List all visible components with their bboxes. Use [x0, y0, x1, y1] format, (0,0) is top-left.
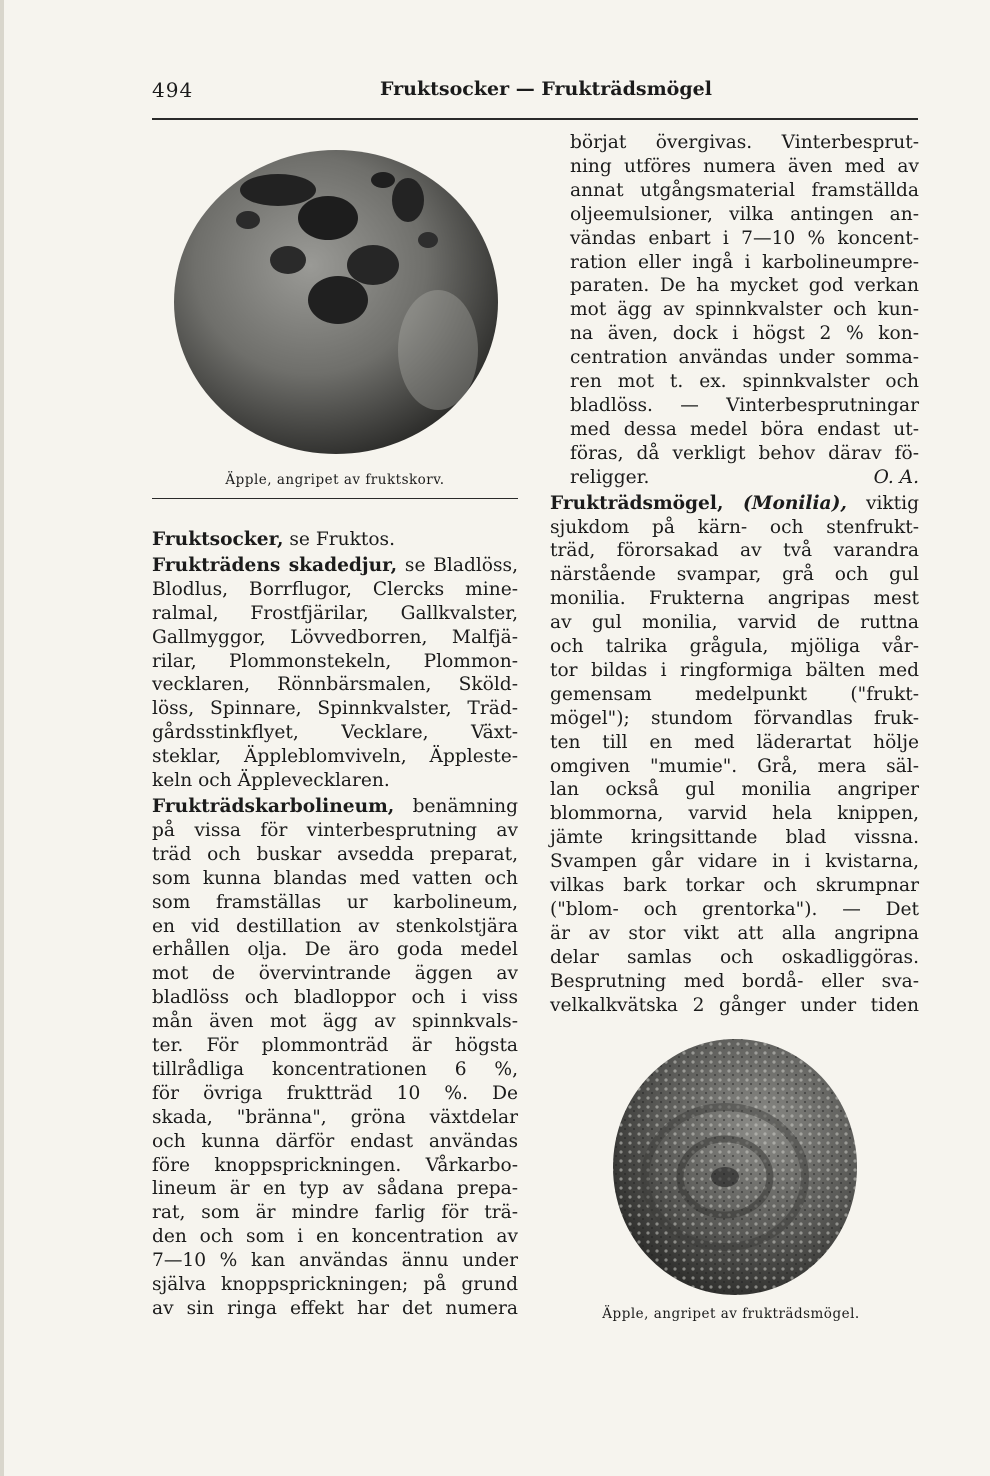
text-line: tillrådliga koncentrationen 6 %,	[152, 1058, 518, 1080]
text-line: ter. För plommonträd är högsta	[152, 1035, 518, 1057]
latin-name: (Monilia),	[723, 492, 847, 514]
text-line: blommorna, varvid hela knippen,	[550, 803, 919, 825]
text-line: centration användas under somma-	[570, 347, 919, 369]
text-line: ren mot t. ex. spinnkvalster och	[570, 371, 919, 393]
entry-fruktradskarbolineum	[152, 795, 518, 1321]
text-line: tor bildas i ringformiga bälten med	[550, 659, 919, 681]
text-line: vecklaren, Rönnbärsmalen, Sköld-	[152, 674, 518, 696]
scab-spot	[371, 172, 395, 188]
text-line: erhållen olja. De äro goda medel	[152, 939, 518, 961]
text-line: och kunna därför endast användas	[152, 1130, 518, 1152]
text-line: omgiven "mumie". Grå, mera säl-	[550, 755, 919, 777]
text-line: oljeemulsioner, vilka antingen an-	[570, 203, 919, 225]
text-line: bladlöss och bladloppor och i viss	[152, 987, 518, 1009]
text-line: Frukträdskarbolineum, benämning	[152, 795, 518, 817]
figure-rule	[152, 498, 518, 499]
text-line: bladlöss. — Vinterbesprutningar	[570, 394, 919, 416]
apple-monilia-image	[600, 1032, 870, 1302]
text-line: vilkas bark torkar och skrumpnar	[550, 875, 919, 897]
text-line: träd och buskar avsedda preparat,	[152, 843, 518, 865]
text-line: 7—10 % kan användas ännu under	[152, 1250, 518, 1272]
entry-fruktsocker	[152, 528, 518, 552]
text-line: na även, dock i högst 2 % kon-	[570, 323, 919, 345]
text-line: som kunna blandas med vatten och	[152, 867, 518, 889]
right-column	[550, 131, 919, 1020]
text-line: för övriga fruktträd 10 %. De	[152, 1082, 518, 1104]
headword: Fruktsocker,	[152, 529, 284, 550]
scab-spot	[270, 246, 306, 274]
signature-line	[570, 466, 919, 490]
figure-apple-monilia	[600, 1032, 870, 1302]
text-line: närstående svampar, grå och gul	[550, 564, 919, 586]
text-line: är av stor vikt att alla angripna	[550, 922, 919, 944]
text-line: mån även mot ägg av spinnkvals-	[152, 1011, 518, 1033]
text-line: av sin ringa effekt har det numera	[152, 1298, 518, 1319]
author-signature: O. A.	[873, 466, 919, 488]
headword: Frukträdskarbolineum,	[152, 795, 395, 817]
text-line: delar samlas och oskadliggöras.	[550, 946, 919, 968]
text-line: skada, "bränna", gröna växtdelar	[152, 1106, 518, 1128]
text-line: rilar, Plommonstekeln, Plommon-	[152, 650, 518, 672]
text-line: mot ägg av spinnkvalster och kun-	[570, 299, 919, 321]
text-line: steklar, Äppleblomviveln, Äppleste-	[152, 746, 518, 768]
scab-spot	[240, 174, 316, 206]
text-line: föras, då verkligt behov därav fö-	[570, 442, 919, 464]
text-line: sjukdom på kärn- och stenfrukt-	[550, 516, 919, 538]
text-line: vändas enbart i 7—10 % koncent-	[570, 227, 919, 249]
figure-apple-scab	[168, 140, 504, 470]
page-edge	[0, 0, 4, 1476]
text-line: före knoppsprickningen. Vårkarbo-	[152, 1154, 518, 1176]
text-line: ("blom- och grentorka"). — Det	[550, 899, 919, 920]
text-line: träd, förorsakad av två varandra	[550, 540, 919, 562]
figure-caption-1: Äpple, angripet av fruktskorv.	[225, 472, 445, 488]
scab-spot	[392, 178, 424, 222]
rot-center	[711, 1167, 739, 1187]
scab-spot	[298, 196, 358, 240]
text-line: med dessa medel böra endast ut-	[570, 418, 919, 440]
text-line: och talrika grågula, mjöliga vår-	[550, 636, 919, 658]
text-line: som framställas ur karbolineum,	[152, 891, 518, 913]
text-line: lan också gul monilia angriper	[550, 779, 919, 801]
text-line: paraten. De ha mycket god verkan	[570, 275, 919, 297]
text-line: velkalkvätska 2 gånger under tiden	[550, 994, 919, 1016]
text-line: mögel"); stundom förvandlas fruk-	[550, 707, 919, 729]
scab-spot	[236, 211, 260, 229]
scab-spot	[347, 245, 399, 285]
text-line: ralmal, Frostfjärilar, Gallkvalster,	[152, 602, 518, 624]
left-column	[152, 528, 518, 1323]
page-number: 494	[152, 78, 194, 102]
text-line: monilia. Frukterna angripas mest	[550, 588, 919, 610]
text-line: religger.	[570, 466, 650, 488]
scab-spot	[418, 232, 438, 248]
headword: Frukträdens skadedjur,	[152, 554, 398, 576]
text-line: Frukträdsmögel, (Monilia), viktig	[550, 492, 919, 514]
text-line: på vissa för vinterbesprutning av	[152, 819, 518, 841]
text-line: mot de övervintrande äggen av	[152, 963, 518, 985]
text-line: Svampen går vidare in i kvistarna,	[550, 851, 919, 873]
text-line: lineum är en typ av sådana prepa-	[152, 1178, 518, 1200]
text-line: gårdsstinkflyet, Vecklare, Växt-	[152, 722, 518, 744]
text-line: Besprutning med bordå- eller sva-	[550, 970, 919, 992]
text-line: börjat övergivas. Vinterbesprut-	[570, 132, 919, 153]
text-line: löss, Spinnare, Spinnkvalster, Träd-	[152, 698, 518, 720]
highlight	[398, 290, 478, 410]
header-rule	[152, 118, 918, 120]
text-line: Blodlus, Borrflugor, Clercks mine-	[152, 578, 518, 600]
running-head: Fruktsocker — Frukträdsmögel	[380, 78, 712, 100]
text-line: Gallmyggor, Lövvedborren, Malfjä-	[152, 626, 518, 648]
text-line: jämte kringsittande blad vissna.	[550, 827, 919, 849]
entry-continuation	[550, 131, 919, 490]
text-line: av gul monilia, varvid de ruttna	[550, 612, 919, 634]
scab-spot	[308, 276, 368, 324]
text-line: annat utgångsmaterial framställda	[570, 179, 919, 201]
text-line: rat, som är mindre farlig för trä-	[152, 1202, 518, 1224]
headword: Frukträdsmögel,	[550, 492, 724, 514]
text-line: ten till en med läderartat hölje	[550, 731, 919, 753]
figure-caption-2: Äpple, angripet av frukträdsmögel.	[602, 1306, 860, 1322]
entry-fruktradens-skadedjur	[152, 554, 518, 793]
text-line: keln och Äpplevecklaren.	[152, 770, 390, 792]
text-line: ning utföres numera även med av	[570, 155, 919, 177]
text-line: en vid destillation av stenkolstjära	[152, 915, 518, 937]
entry-fruktradsmogel	[550, 492, 919, 1018]
text-line: ration eller ingå i karbolineumpre-	[570, 251, 919, 273]
page-header	[152, 78, 918, 108]
text-line: Fruktsocker, se Fruktos.	[152, 529, 396, 550]
text-line: Frukträdens skadedjur, se Bladlöss,	[152, 554, 518, 576]
text-line: den och som i en koncentration av	[152, 1226, 518, 1248]
text-line: gemensam medelpunkt ("frukt-	[550, 683, 919, 705]
text-line: själva knoppsprickningen; på grund	[152, 1274, 518, 1296]
apple-scab-image	[168, 140, 504, 470]
